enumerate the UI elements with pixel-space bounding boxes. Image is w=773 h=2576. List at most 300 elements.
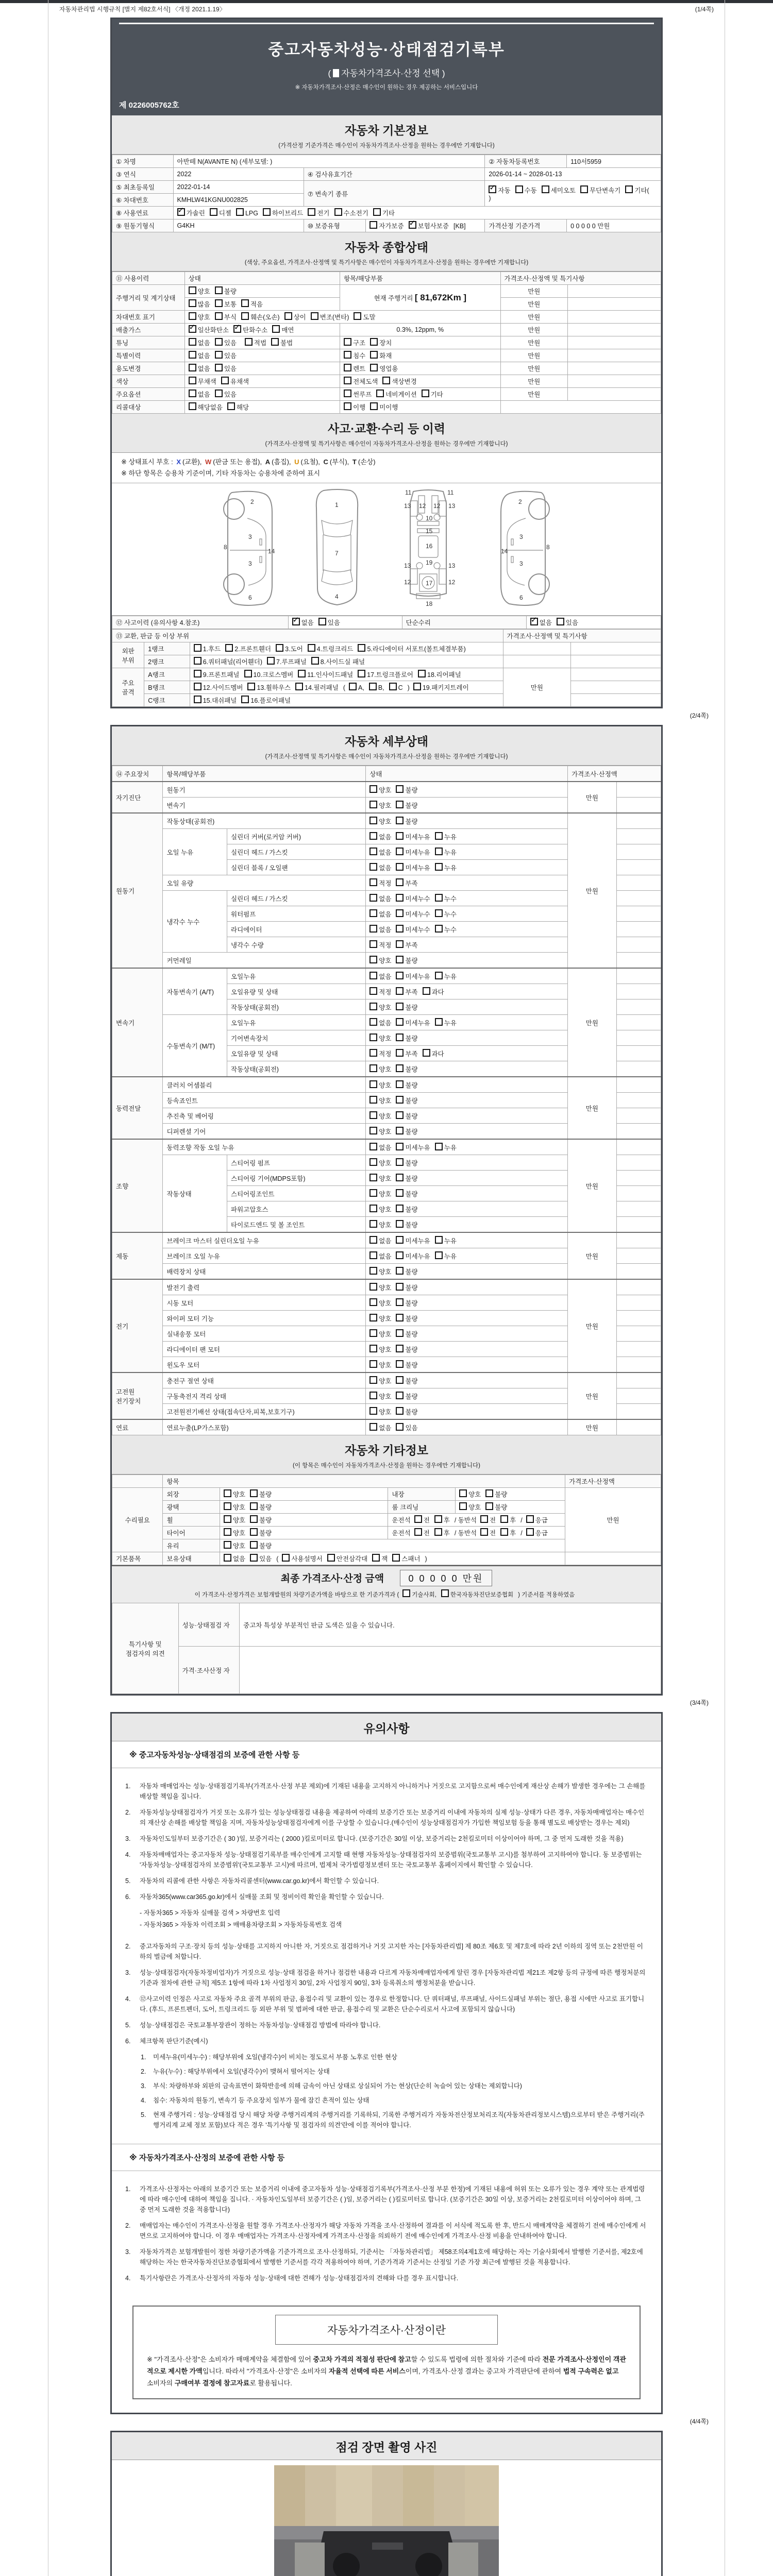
checkbox-label: 구조 xyxy=(353,340,366,347)
checkbox[interactable] xyxy=(396,817,404,824)
checkbox[interactable] xyxy=(396,1003,404,1010)
checkbox[interactable] xyxy=(369,956,377,963)
detail-status-table xyxy=(112,766,661,1435)
checkbox[interactable] xyxy=(370,364,378,371)
checkbox[interactable] xyxy=(396,1080,404,1088)
document-number: 제 0226005762호 xyxy=(119,101,179,110)
checkbox[interactable] xyxy=(369,1143,377,1150)
checkbox[interactable] xyxy=(327,1554,335,1562)
checkbox[interactable] xyxy=(396,1158,404,1166)
status-checks xyxy=(366,782,568,798)
checkbox[interactable] xyxy=(194,644,201,652)
checkbox[interactable] xyxy=(625,185,633,193)
checkbox-label: 없음 xyxy=(379,833,392,841)
checkbox[interactable] xyxy=(369,1267,377,1275)
checkbox-label: 적정 xyxy=(379,1050,392,1058)
checkbox[interactable] xyxy=(369,1158,377,1166)
checkbox[interactable] xyxy=(225,644,233,652)
checkbox[interactable] xyxy=(370,351,378,359)
checkbox[interactable] xyxy=(435,1018,443,1026)
checkbox[interactable] xyxy=(369,1407,377,1415)
checkbox[interactable] xyxy=(396,1267,404,1275)
status-checks xyxy=(366,953,568,969)
checkbox[interactable] xyxy=(396,1423,404,1431)
checkbox-label: 없음 xyxy=(539,619,552,627)
checkbox[interactable] xyxy=(434,1515,442,1523)
status-checks xyxy=(366,1093,568,1108)
inspector-opinion-table xyxy=(112,1603,661,1694)
checkbox-label: 16.플로어패널 xyxy=(250,697,291,705)
checkbox[interactable] xyxy=(418,670,426,677)
checkbox[interactable] xyxy=(369,1360,377,1368)
checkbox[interactable] xyxy=(369,1205,377,1212)
checkbox[interactable] xyxy=(189,389,196,397)
checkbox[interactable] xyxy=(526,1515,534,1523)
checkbox[interactable] xyxy=(215,351,223,359)
checkbox[interactable] xyxy=(369,1298,377,1306)
checkbox[interactable] xyxy=(227,402,235,410)
checkbox[interactable] xyxy=(358,644,365,652)
checkbox[interactable] xyxy=(369,1329,377,1337)
checkbox[interactable] xyxy=(215,312,223,320)
accident-history-checks xyxy=(288,616,402,629)
checkbox[interactable] xyxy=(334,208,342,216)
price-cell: 만원 xyxy=(568,1077,616,1139)
checkbox[interactable] xyxy=(372,1554,380,1562)
year-label: ③ 연식 xyxy=(112,168,174,181)
panel-number: 18 xyxy=(426,600,433,608)
checkbox-label: 양호 xyxy=(232,1517,246,1524)
checkbox[interactable] xyxy=(396,1392,404,1399)
checkbox-label: 있음 xyxy=(327,619,340,627)
checkbox-checked[interactable] xyxy=(292,618,300,625)
checkbox[interactable] xyxy=(358,670,365,677)
checkbox[interactable] xyxy=(224,1554,231,1562)
checkbox[interactable] xyxy=(369,785,377,793)
notice-section-a-title: ※ 중고자동차성능·상태점검의 보증에 관한 사항 등 xyxy=(112,1741,661,1768)
section-title: 자동차 종합상태 xyxy=(345,241,428,254)
checkbox[interactable] xyxy=(189,299,196,307)
checkbox[interactable] xyxy=(369,1189,377,1197)
checkbox[interactable] xyxy=(311,657,319,665)
checkbox[interactable] xyxy=(369,863,377,871)
checkbox[interactable] xyxy=(369,1111,377,1119)
checkbox[interactable] xyxy=(272,325,280,333)
checkbox[interactable] xyxy=(224,1515,231,1523)
checkbox[interactable] xyxy=(189,351,196,359)
checkbox[interactable] xyxy=(485,1502,493,1510)
rankC-label: C랭크 xyxy=(144,694,190,707)
checkbox[interactable] xyxy=(369,987,377,995)
checkbox[interactable] xyxy=(241,696,249,703)
checkbox[interactable] xyxy=(250,1541,258,1549)
checkbox-checked[interactable] xyxy=(489,185,496,193)
checkbox[interactable] xyxy=(344,377,351,384)
checkbox[interactable] xyxy=(189,338,196,346)
checkbox[interactable] xyxy=(369,801,377,808)
checkbox[interactable] xyxy=(369,1033,377,1041)
tuning-label: 튜닝 xyxy=(112,336,185,349)
note-cell xyxy=(568,311,661,324)
checkbox[interactable] xyxy=(396,909,404,917)
note-cell xyxy=(616,953,661,969)
checkbox-label: 있음 xyxy=(259,1555,272,1563)
inline-text: / xyxy=(520,1530,523,1537)
checkbox[interactable] xyxy=(396,1220,404,1228)
checkbox-label: 불량 xyxy=(259,1517,272,1524)
checkbox[interactable] xyxy=(215,338,223,346)
checkbox[interactable] xyxy=(369,221,377,229)
checkbox[interactable] xyxy=(396,1111,404,1119)
checkbox[interactable] xyxy=(369,925,377,933)
checkbox[interactable] xyxy=(369,940,377,948)
checkbox[interactable] xyxy=(396,1096,404,1104)
polish-label: 광택 xyxy=(163,1501,220,1514)
checkbox-label: 양호 xyxy=(379,1159,392,1167)
checkbox[interactable] xyxy=(247,683,255,690)
checkbox[interactable] xyxy=(515,185,523,193)
item-name: 작동상태(공회전) xyxy=(227,999,366,1015)
checkbox[interactable] xyxy=(369,1080,377,1088)
checkbox[interactable] xyxy=(422,389,429,397)
checkbox[interactable] xyxy=(241,312,249,320)
checkbox[interactable] xyxy=(396,832,404,840)
checkbox[interactable] xyxy=(396,1174,404,1181)
checkbox[interactable] xyxy=(318,618,326,625)
filled-checkbox-icon xyxy=(333,69,339,77)
regulation-note: 자동차관리법 시행규칙 [별지 제82호서식] 〈개정 2021.1.19〉 xyxy=(59,6,226,13)
checkbox[interactable] xyxy=(194,683,201,690)
checkbox-label: 부족 xyxy=(405,988,418,996)
checkbox[interactable] xyxy=(369,1174,377,1181)
checkbox[interactable] xyxy=(369,894,377,902)
checkbox[interactable] xyxy=(396,956,404,963)
checkbox[interactable] xyxy=(396,1329,404,1337)
checkbox[interactable] xyxy=(194,670,201,677)
checkbox[interactable] xyxy=(267,657,275,665)
note-cell xyxy=(616,1077,661,1093)
checkbox[interactable] xyxy=(224,1528,231,1536)
price-cell: 만원 xyxy=(500,336,568,349)
checkbox[interactable] xyxy=(369,832,377,840)
checkbox[interactable] xyxy=(271,338,279,346)
note-cell xyxy=(571,655,661,668)
checkbox[interactable] xyxy=(298,670,306,677)
checkbox[interactable] xyxy=(194,696,201,703)
checkbox[interactable] xyxy=(189,402,196,410)
checkbox[interactable] xyxy=(396,940,404,948)
section-title: 유의사항 xyxy=(363,1722,410,1736)
checkbox[interactable] xyxy=(369,1236,377,1244)
checkbox[interactable] xyxy=(435,894,443,902)
status-checks xyxy=(366,813,568,829)
col-price: 가격조사·산정액 xyxy=(568,766,661,782)
checkbox[interactable] xyxy=(542,185,549,193)
checkbox[interactable] xyxy=(435,1236,443,1244)
etc-corner xyxy=(112,1475,163,1488)
checkbox[interactable] xyxy=(396,894,404,902)
checkbox[interactable] xyxy=(244,670,252,677)
checkbox[interactable] xyxy=(382,377,390,384)
checkbox[interactable] xyxy=(370,402,378,410)
inspector-label: 성능·상태점검 자 xyxy=(178,1603,240,1647)
checkbox[interactable] xyxy=(344,351,351,359)
checkbox[interactable] xyxy=(396,1298,404,1306)
item-name: 시동 모터 xyxy=(163,1295,366,1311)
panel-number: 13 xyxy=(404,502,411,510)
checkbox[interactable] xyxy=(189,377,196,384)
engine-type-value: G4KH xyxy=(173,219,304,232)
checkbox[interactable] xyxy=(435,1251,443,1259)
checkbox[interactable] xyxy=(224,1489,231,1497)
checkbox[interactable] xyxy=(224,1502,231,1510)
checkbox[interactable] xyxy=(376,389,384,397)
checkbox-label: 불량 xyxy=(405,1097,418,1105)
checkbox-label: 이행 xyxy=(353,404,366,411)
checkbox[interactable] xyxy=(369,1314,377,1321)
car-name-value: 아반떼 N(AVANTE N) (세부모델: ) xyxy=(173,155,485,168)
vin-label: ⑥ 차대번호 xyxy=(112,194,174,207)
checkbox[interactable] xyxy=(389,683,397,690)
item-group: 작동상태 xyxy=(163,1155,227,1233)
checkbox[interactable] xyxy=(215,364,223,371)
checkbox-label: LPG xyxy=(245,210,258,217)
checkbox-label: 있음 xyxy=(224,365,237,372)
checkbox[interactable] xyxy=(396,972,404,979)
checkbox[interactable] xyxy=(250,1502,258,1510)
checkbox[interactable] xyxy=(396,1376,404,1384)
checkbox[interactable] xyxy=(396,785,404,793)
checkbox-label: 훼손(오손) xyxy=(250,314,280,321)
checkbox-label: 양호 xyxy=(379,1175,392,1182)
mileage-value: [ 81,672Km ] xyxy=(414,292,467,302)
checkbox[interactable] xyxy=(250,1515,258,1523)
checkbox[interactable] xyxy=(344,338,351,346)
status-mark-legend: ※ 상태표시 부호 : X (교환), W (판금 또는 용접), A (흠집), U (요철), C (부식), T (손상) ※ 하단 항목은 승용차 기준이며, 기타 자동차는 승용차에 준하여 표시 xyxy=(112,453,661,483)
checkbox[interactable] xyxy=(369,1220,377,1228)
checkbox-label: 불량 xyxy=(405,802,418,809)
checkbox[interactable] xyxy=(435,863,443,871)
checkbox[interactable] xyxy=(369,1064,377,1072)
checkbox[interactable] xyxy=(396,987,404,995)
checkbox[interactable] xyxy=(250,1489,258,1497)
checkbox[interactable] xyxy=(369,909,377,917)
checkbox[interactable] xyxy=(236,208,244,216)
checkbox[interactable] xyxy=(369,1127,377,1134)
checkbox[interactable] xyxy=(369,1376,377,1384)
checkbox[interactable] xyxy=(263,208,271,216)
status-checks xyxy=(366,1311,568,1326)
checkbox[interactable] xyxy=(557,618,564,625)
checkbox[interactable] xyxy=(370,338,378,346)
checkbox[interactable] xyxy=(396,1251,404,1259)
checkbox[interactable] xyxy=(369,1423,377,1431)
checkbox[interactable] xyxy=(396,1033,404,1041)
checkbox[interactable] xyxy=(369,1096,377,1104)
checkbox[interactable] xyxy=(396,1314,404,1321)
item-name: 실린더 헤드 / 가스킷 xyxy=(227,844,366,860)
checkbox[interactable] xyxy=(308,208,315,216)
car-top-diagram xyxy=(306,487,368,609)
status-checks xyxy=(366,1326,568,1342)
checkbox[interactable] xyxy=(369,1003,377,1010)
note-cell xyxy=(616,1201,661,1217)
checkbox[interactable] xyxy=(215,299,223,307)
notice-item: 4. 자동차매매업자는 중고자동차 성능·상태점검기록부를 매수인에게 고지할 때 현행 자동차성능·상태점검자의 보증범위(국토교통부 고시)를 첨부하여 고지하여야 합니다. 동 보증범위는 '자동차성능·상태점검자의 보증범위'(국토교통부 고시)에 따르며, 법제처 국가법령정보센터 또는 국토교통부 홈페이지에서 확인할 수 있습니다. xyxy=(125,1851,642,1869)
checkbox[interactable] xyxy=(434,1528,442,1536)
note-cell xyxy=(568,362,661,375)
checkbox[interactable] xyxy=(369,1251,377,1259)
note-cell xyxy=(568,375,661,388)
checkbox[interactable] xyxy=(369,1018,377,1026)
checkbox-label: 전 xyxy=(423,1517,430,1524)
checkbox[interactable] xyxy=(344,402,351,410)
checkbox[interactable] xyxy=(435,925,443,933)
checkbox[interactable] xyxy=(210,208,217,216)
checkbox[interactable] xyxy=(369,878,377,886)
checkbox[interactable] xyxy=(402,1589,410,1597)
checkbox-label: 불량 xyxy=(405,1004,418,1011)
checkbox[interactable] xyxy=(414,1528,422,1536)
checkbox[interactable] xyxy=(580,185,588,193)
checkbox[interactable] xyxy=(435,972,443,979)
photo-band xyxy=(112,2432,661,2460)
checkbox[interactable] xyxy=(396,863,404,871)
checkbox[interactable] xyxy=(369,1392,377,1399)
checkbox-label: 적정 xyxy=(379,941,392,949)
checkbox[interactable] xyxy=(435,848,443,855)
checkbox[interactable] xyxy=(295,683,303,690)
checkbox[interactable] xyxy=(459,1489,467,1497)
checkbox[interactable] xyxy=(480,1515,488,1523)
item-name: 스티어링 펌프 xyxy=(227,1155,366,1171)
status-mark-letter: T xyxy=(352,458,357,466)
checkbox[interactable] xyxy=(396,1205,404,1212)
item-name: 커먼레일 xyxy=(163,953,366,969)
checkbox-checked[interactable] xyxy=(189,325,196,333)
checkbox[interactable] xyxy=(369,683,377,690)
checkbox-label: 불량 xyxy=(259,1504,272,1512)
checkbox[interactable] xyxy=(311,312,318,320)
checkbox[interactable] xyxy=(369,1049,377,1057)
device-name: 변속기 xyxy=(112,968,163,1077)
checkbox[interactable] xyxy=(245,338,253,346)
checkbox-checked[interactable] xyxy=(177,208,185,216)
checkbox[interactable] xyxy=(459,1502,467,1510)
checkbox[interactable] xyxy=(369,972,377,979)
checkbox[interactable] xyxy=(413,683,421,690)
checkbox[interactable] xyxy=(396,1064,404,1072)
checkbox[interactable] xyxy=(396,1127,404,1134)
checkbox[interactable] xyxy=(396,1018,404,1026)
checkbox[interactable] xyxy=(423,987,430,995)
checkbox[interactable] xyxy=(526,1528,534,1536)
checkbox[interactable] xyxy=(500,1528,508,1536)
checkbox[interactable] xyxy=(250,1528,258,1536)
checkbox[interactable] xyxy=(414,1515,422,1523)
checkbox[interactable] xyxy=(392,1554,400,1562)
checkbox[interactable] xyxy=(500,1515,508,1523)
checkbox[interactable] xyxy=(189,364,196,371)
checkbox-label: 불량 xyxy=(405,1408,418,1416)
price-cell xyxy=(503,642,571,655)
checkbox[interactable] xyxy=(221,377,229,384)
checkbox-label: 도말 xyxy=(363,314,376,321)
checkbox[interactable] xyxy=(396,1360,404,1368)
checkbox[interactable] xyxy=(396,925,404,933)
notice-item: 4. 특기사항란은 가격조사·산정자의 자동차 성능·상태에 대한 견해가 성능·상태점검자의 견해와 다를 경우 표시합니다. xyxy=(125,2275,459,2282)
item-name: 오일유량 및 상태 xyxy=(227,1046,366,1061)
checkbox[interactable] xyxy=(435,832,443,840)
checkbox[interactable] xyxy=(308,644,315,652)
checkbox[interactable] xyxy=(369,1345,377,1352)
checkbox[interactable] xyxy=(241,299,249,307)
checkbox[interactable] xyxy=(441,1589,449,1597)
checkbox[interactable] xyxy=(369,1283,377,1291)
checkbox-label: 많음 xyxy=(197,301,210,308)
checkbox-label: 불량 xyxy=(495,1504,508,1512)
checkbox[interactable] xyxy=(396,801,404,808)
checkbox[interactable] xyxy=(284,312,292,320)
checkbox[interactable] xyxy=(396,848,404,855)
checkbox[interactable] xyxy=(396,1345,404,1352)
checkbox[interactable] xyxy=(485,1489,493,1497)
checkbox[interactable] xyxy=(354,312,361,320)
checkbox[interactable] xyxy=(189,286,196,294)
checkbox[interactable] xyxy=(396,1407,404,1415)
checkbox[interactable] xyxy=(423,1049,430,1057)
checkbox[interactable] xyxy=(224,1541,231,1549)
checkbox[interactable] xyxy=(373,208,381,216)
checkbox-label: 불량 xyxy=(259,1491,272,1499)
checkbox-label: 없음 xyxy=(379,973,392,980)
current-mileage: 현재 주행거리 [ 81,672Km ] xyxy=(340,285,500,311)
checkbox-label: 기타 xyxy=(382,210,395,217)
checkbox[interactable] xyxy=(396,878,404,886)
panel-number: 12 xyxy=(433,502,441,510)
checkbox[interactable] xyxy=(189,312,196,320)
checkbox[interactable] xyxy=(396,1189,404,1197)
checkbox[interactable] xyxy=(344,389,351,397)
checkbox[interactable] xyxy=(215,286,223,294)
checkbox[interactable] xyxy=(369,817,377,824)
note-cell xyxy=(616,1139,661,1155)
checkbox[interactable] xyxy=(435,1143,443,1150)
checkbox[interactable] xyxy=(250,1554,258,1562)
checkbox[interactable] xyxy=(396,1049,404,1057)
checkbox[interactable] xyxy=(480,1528,488,1536)
checkbox[interactable] xyxy=(194,657,201,665)
checkbox[interactable] xyxy=(349,683,357,690)
checkbox[interactable] xyxy=(344,364,351,371)
checkbox-checked[interactable] xyxy=(233,325,241,333)
checkbox[interactable] xyxy=(396,1236,404,1244)
checkbox[interactable] xyxy=(276,644,283,652)
checkbox-label: 있음 xyxy=(224,391,237,398)
checkbox[interactable] xyxy=(369,848,377,855)
checkbox[interactable] xyxy=(282,1554,290,1562)
checkbox[interactable] xyxy=(396,1283,404,1291)
checkbox-checked[interactable] xyxy=(530,618,538,625)
checkbox-checked[interactable] xyxy=(409,221,416,229)
rankA-label: A랭크 xyxy=(144,668,190,681)
checkbox-label: 화재 xyxy=(379,352,392,360)
checkbox[interactable] xyxy=(215,389,223,397)
checkbox[interactable] xyxy=(435,909,443,917)
checkbox-label: 1.후드 xyxy=(203,646,221,653)
checkbox[interactable] xyxy=(396,1143,404,1150)
notice-sub-item: 1. 미세누유(미세누수) : 해당부위에 오일(냉각수)이 비치는 정도로서 부품 노후로 인한 현상 xyxy=(141,2054,398,2061)
